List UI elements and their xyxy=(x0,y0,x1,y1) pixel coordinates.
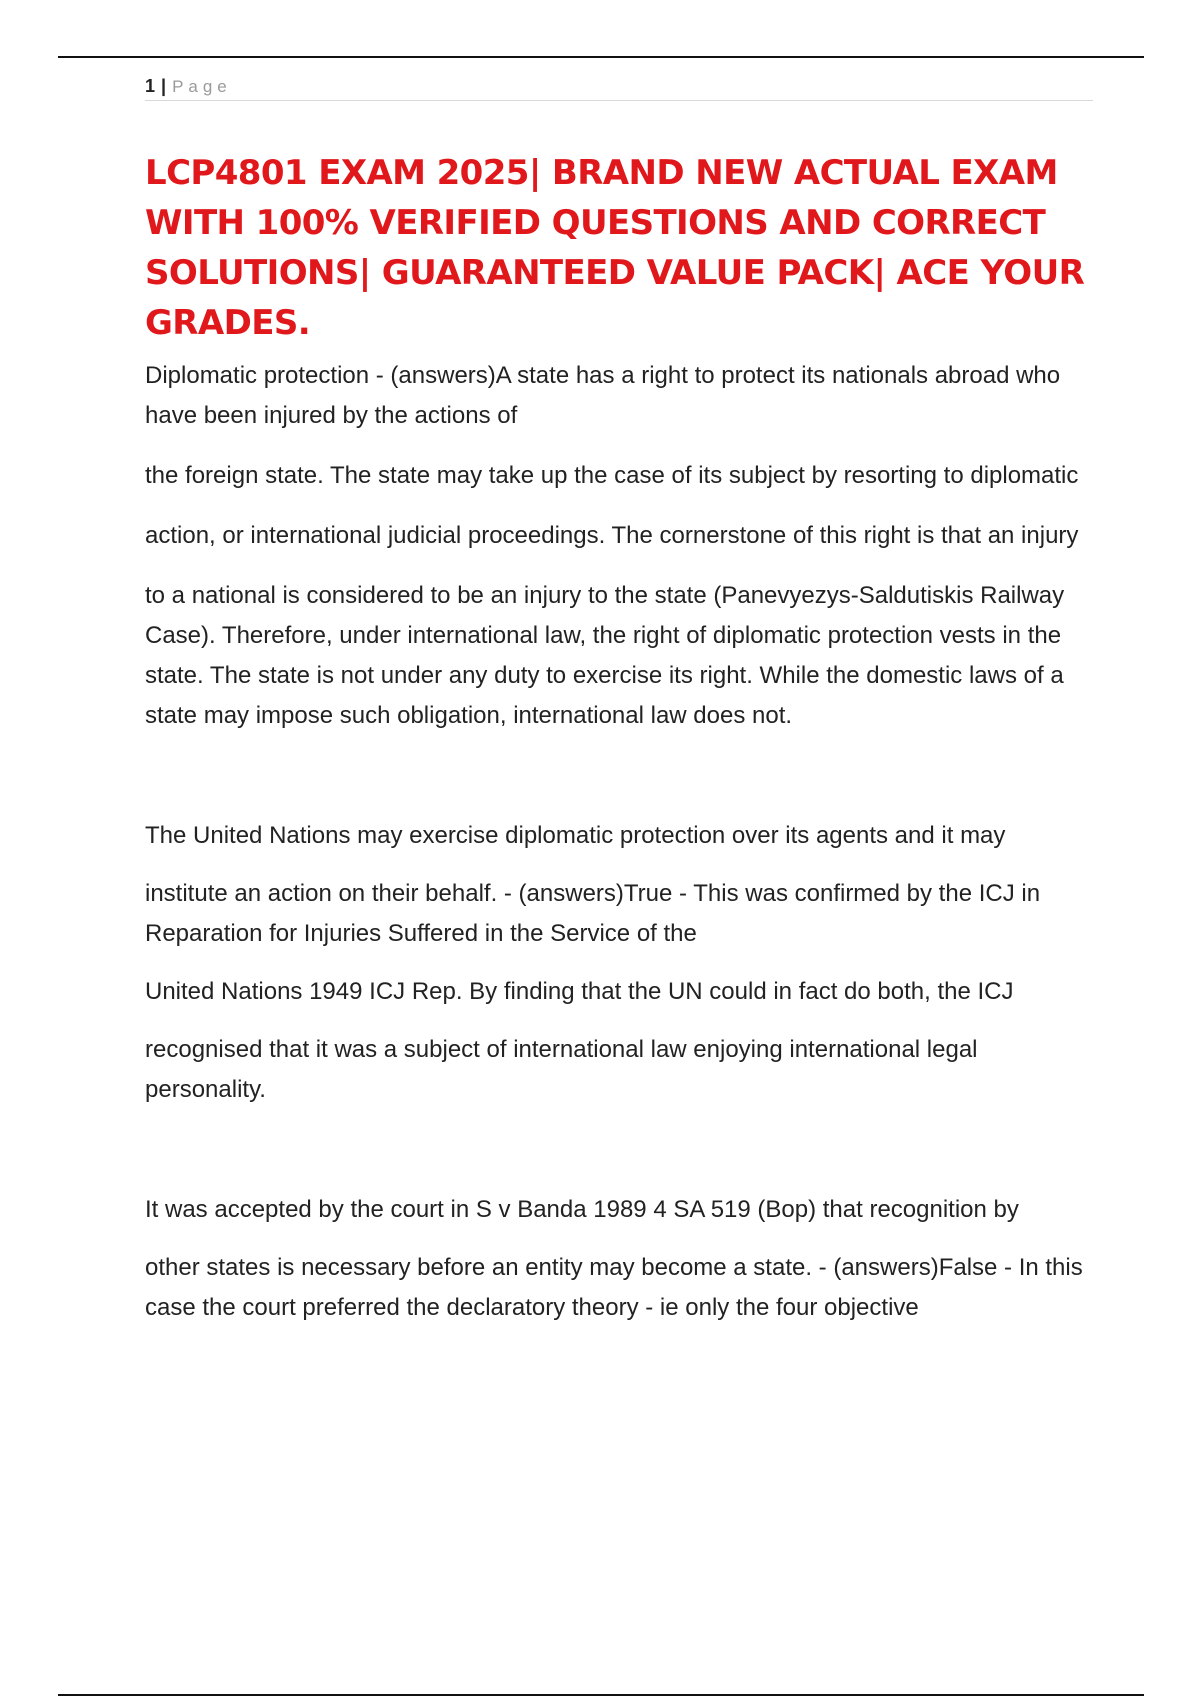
page-label: Page xyxy=(172,77,232,96)
page-number: 1 xyxy=(145,76,156,96)
document-title: LCP4801 EXAM 2025| BRAND NEW ACTUAL EXAM WITH 100% VERIFIED QUESTIONS AND CORRECT SOLUTIONS| GUARANTEED VALUE PACK| ACE YOUR GRADES. xyxy=(145,153,1085,343)
page-separator: | xyxy=(161,76,167,96)
paragraph: It was accepted by the court in S v Banda 1989 4 SA 519 (Bop) that recognition by xyxy=(145,1196,1019,1223)
paragraph: Diplomatic protection - (answers)A state has a right to protect its nationals abroad who have been injured by the actions of xyxy=(145,362,1061,429)
paragraph: recognised that it was a subject of international law enjoying international legal personality. xyxy=(145,1036,978,1103)
document-body xyxy=(145,148,1097,1328)
bottom-rule xyxy=(58,1694,1144,1696)
top-rule xyxy=(58,56,1144,58)
paragraph: action, or international judicial proceedings. The cornerstone of this right is that an injury xyxy=(145,522,1079,549)
paragraph: institute an action on their behalf. - (answers)True - This was confirmed by the ICJ in Reparation for Injuries Suffered in the Service of the xyxy=(145,880,1041,947)
paragraph: United Nations 1949 ICJ Rep. By finding that the UN could in fact do both, the ICJ xyxy=(145,978,1014,1005)
paragraph: other states is necessary before an entity may become a state. - (answers)False - In this case the court preferred the declaratory theory - ie only the four objective xyxy=(145,1254,1083,1321)
paragraph: the foreign state. The state may take up the case of its subject by resorting to diplomatic xyxy=(145,462,1079,489)
paragraph: to a national is considered to be an injury to the state (Panevyezys-Saldutiskis Railway Case). Therefore, under international law, the right of diplomatic protection vests in the state. The state is not under any duty to exercise its right. While the domestic laws of a state may impose such obligation, international law does not. xyxy=(145,582,1065,729)
page-header xyxy=(145,74,1093,101)
paragraph: The United Nations may exercise diplomatic protection over its agents and it may xyxy=(145,822,1006,849)
